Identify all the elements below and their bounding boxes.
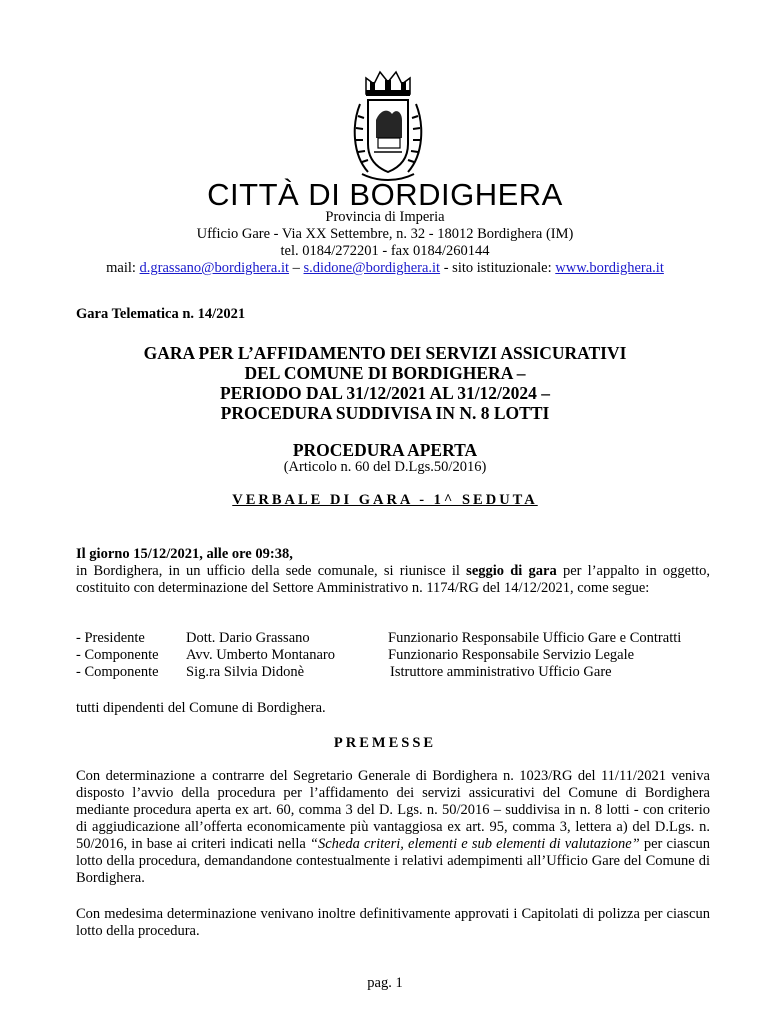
member-name-2: Avv. Umberto Montanaro	[186, 647, 335, 663]
premesse-paragraph-2: Con medesima determinazione venivano inoltre definitivamente approvati i Capitolati di polizza per ciascun lotto della procedura.	[76, 906, 710, 939]
member-role-1: - Presidente	[76, 630, 145, 646]
intro-paragraph	[76, 563, 710, 597]
site-label: - sito istituzionale:	[443, 260, 552, 276]
premesse-heading: PREMESSE	[333, 735, 437, 751]
email-link-didone[interactable]: s.didone@bordighera.it	[303, 260, 441, 276]
gara-reference: Gara Telematica n. 14/2021	[76, 306, 246, 322]
premesse-p1-text: Con determinazione a contrarre del Segretario Generale di Bordighera n. 1023/RG del 11/11/2021 veniva disposto l’avvio della procedura per l’affidamento dei servizi assicurativi del Comune di Bordighera mediante procedura aperta ex art. 60, comma 3 del D. Lgs. n. 50/2016 – suddivisa in n. 8 lotti - con criterio di aggiudicazione all’offerta economicamente più vantaggiosa ex art. 95, comma 3, lettera a) del D.Lgs. n. 50/2016, in base ai criteri indicati nella	[76, 768, 710, 852]
member-role-2: - Componente	[76, 647, 159, 663]
premesse-paragraph-1	[76, 768, 710, 887]
office-address: Ufficio Gare - Via XX Settembre, n. 32 - 18012 Bordighera (IM)	[196, 226, 574, 242]
procedure-title: PROCEDURA APERTA	[292, 440, 478, 460]
title-line-3: PERIODO DAL 31/12/2021 AL 31/12/2024 –	[219, 383, 551, 403]
contact-line	[0, 260, 770, 277]
province-line: Provincia di Imperia	[325, 209, 445, 225]
phone-fax: tel. 0184/272201 - fax 0184/260144	[280, 243, 490, 259]
page-number: pag. 1	[367, 975, 403, 991]
premesse-p1-after: per ciascun lotto della procedura, demandandone contestualmente i relativi adempimenti all’Ufficio Gare del Comune di Bordighera.	[76, 836, 710, 886]
title-line-2: DEL COMUNE DI BORDIGHERA –	[244, 363, 526, 383]
employees-note: tutti dipendenti del Comune di Bordighera.	[76, 700, 326, 716]
member-position-3: Istruttore amministrativo Ufficio Gare	[390, 664, 612, 680]
title-line-1: GARA PER L’AFFIDAMENTO DEI SERVIZI ASSICURATIVI	[143, 343, 627, 363]
intro-text-before: in Bordighera, in un ufficio della sede comunale, si riunisce il	[76, 563, 460, 579]
member-position-1: Funzionario Responsabile Ufficio Gare e Contratti	[388, 630, 682, 646]
member-role-3: - Componente	[76, 664, 159, 680]
separator: –	[292, 260, 300, 276]
website-link[interactable]: www.bordighera.it	[555, 260, 664, 276]
city-name: CITTÀ DI BORDIGHERA	[207, 177, 563, 212]
intro-text-after: per l’appalto in oggetto, costituito con determinazione del Settore Amministrativo n. 1174/RG del 14/12/2021, come segue:	[76, 563, 711, 596]
intro-text-bold: seggio di gara	[466, 563, 557, 579]
verbale-heading: VERBALE DI GARA - 1^ SEDUTA	[232, 492, 538, 508]
member-position-2: Funzionario Responsabile Servizio Legale	[388, 647, 635, 663]
email-link-grassano[interactable]: d.grassano@bordighera.it	[139, 260, 290, 276]
intro-heading: Il giorno 15/12/2021, alle ore 09:38,	[76, 546, 293, 562]
title-line-4: PROCEDURA SUDDIVISA IN N. 8 LOTTI	[220, 403, 550, 423]
procedure-subtitle: (Articolo n. 60 del D.Lgs.50/2016)	[283, 459, 487, 475]
member-name-3: Sig.ra Silvia Didonè	[186, 664, 305, 680]
premesse-p1-italic: “Scheda criteri, elementi e sub elementi di valutazione”	[309, 836, 640, 852]
city-crest-icon	[348, 64, 428, 188]
member-name-1: Dott. Dario Grassano	[186, 630, 310, 646]
mail-label: mail:	[106, 260, 136, 276]
